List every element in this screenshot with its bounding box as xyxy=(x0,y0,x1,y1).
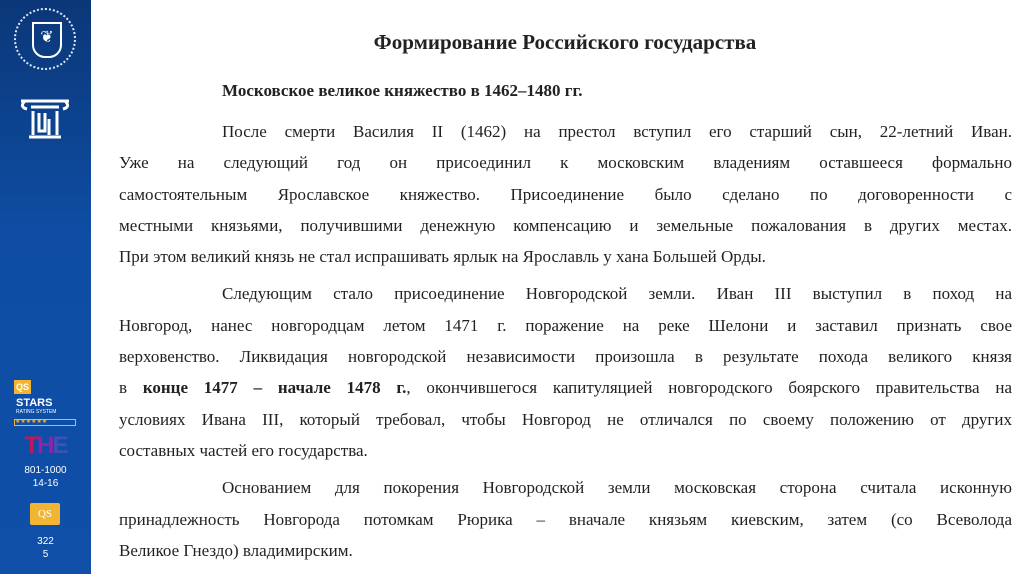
section-subtitle: Московское великое княжество в 1462–1480 гг. xyxy=(222,81,583,100)
qs-stars-badge xyxy=(14,380,76,426)
text-segment: в xyxy=(119,378,143,398)
text-line: местными князьями, получившими денежную компенсацию и земельные пожалования в других местах. xyxy=(119,215,1012,235)
the-rank: 801-1000 xyxy=(24,465,67,476)
column-logo-icon xyxy=(17,97,73,139)
stars-sub: RATING SYSTEM xyxy=(16,409,57,415)
sidebar xyxy=(0,0,91,574)
page-title: Формирование Российского государства xyxy=(373,30,757,54)
qs-logo: QS xyxy=(16,382,30,392)
text-line: Основанием для покорения Новгородской земли московская сторона считала исконную xyxy=(222,478,1012,498)
text-line xyxy=(119,372,1012,403)
paragraph-2 xyxy=(119,278,1012,466)
text-line: верховенство. Ликвидация новгородской независимости произошла в результате похода великого князя xyxy=(119,347,1012,367)
bold-date-range: конце 1477 – начале 1478 г. xyxy=(142,378,407,398)
text-line: составных частей его государства. xyxy=(119,440,368,460)
paragraph-3 xyxy=(119,472,1012,566)
text-line: принадлежность Новгорода потомкам Рюрика – вначале князьям киевским, затем (со Всеволода xyxy=(119,509,1012,529)
text-line: условиях Ивана III, который требовал, чтобы Новгород не отличался по своему положению от других xyxy=(119,409,1012,429)
text-line: Новгород, нанес новгородцам летом 1471 г. поражение на реке Шелони и заставил признать свое xyxy=(119,315,1012,335)
text-line: После смерти Василия II (1462) на престол вступил его старший сын, 22-летний Иван. xyxy=(222,122,1012,141)
star-rating-icon: ★★★★★★ xyxy=(14,419,76,426)
stars-label: STARS xyxy=(16,397,53,409)
qs-logo-box: QS xyxy=(30,503,60,525)
paragraph-1 xyxy=(119,116,1012,272)
text-line: Уже на следующий год он присоединил к московским владениям оставшееся формально xyxy=(119,153,1012,173)
qs-rank: 322 xyxy=(37,536,54,547)
qs-rank-sub: 5 xyxy=(42,549,49,560)
the-rank-sub: 14-16 xyxy=(32,478,59,489)
university-seal-logo: ❦ xyxy=(14,8,76,70)
text-line: При этом великий князь не стал испрашивать ярлык на Ярославль у хана Большей Орды. xyxy=(119,247,766,267)
text-line: Следующим стало присоединение Новгородской земли. Иван III выступил в поход на xyxy=(222,284,1012,304)
the-logo: THE xyxy=(24,432,67,459)
body-text xyxy=(119,116,1012,572)
text-line: Великое Гнездо) владимирским. xyxy=(119,540,353,560)
text-segment: , окончившегося капитуляцией новгородского боярского правительства на xyxy=(406,378,1012,398)
text-line: самостоятельным Ярославское княжество. Присоединение было сделано по договоренности с xyxy=(119,184,1012,204)
